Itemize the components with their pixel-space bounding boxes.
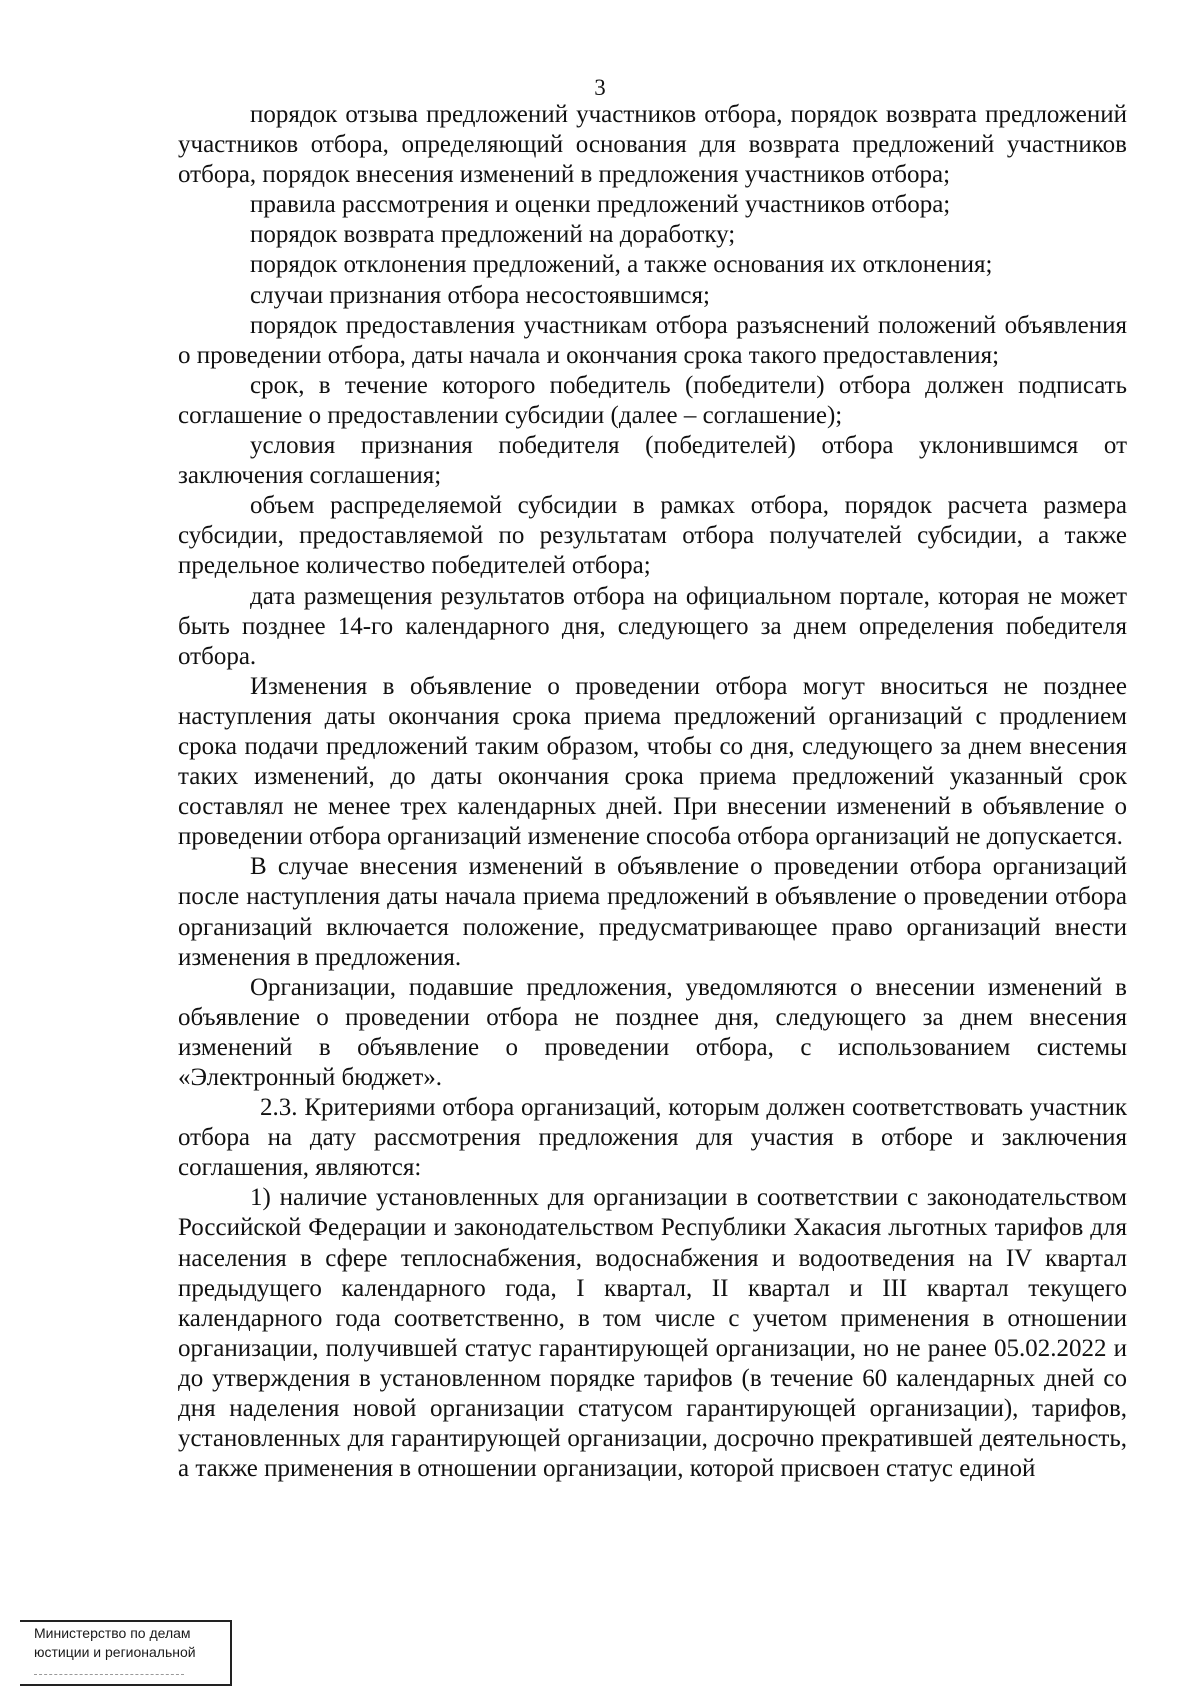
paragraph-evasion-conditions: условия признания победителя (победителей) отбора уклонившимся от заключения соглашения; (178, 432, 1127, 490)
stamp-line-1: Министерство по делам (34, 1625, 191, 1641)
paragraph-return-for-revision: порядок возврата предложений на доработку; (250, 221, 736, 249)
paragraph-review-rules: правила рассмотрения и оценки предложений участников отбора; (250, 191, 951, 219)
paragraph-section-2-3: 2.3. Критериями отбора организаций, которым должен соответствовать участник отбора на дату рассмотрения предложения для участия в отборе и заключения соглашения, являются: (178, 1094, 1127, 1182)
paragraph-rejection-procedure: порядок отклонения предложений, а также основания их отклонения; (250, 251, 993, 279)
page-number: 3 (594, 75, 606, 100)
paragraph-clarifications: порядок предоставления участникам отбора разъяснений положений объявления о проведении отбора, даты начала и окончания срока такого предоставления; (178, 311, 1127, 369)
stamp-faint-line (34, 1664, 184, 1675)
paragraph-subsidy-volume: объем распределяемой субсидии в рамках отбора, порядок расчета размера субсидии, предоставляемой по результатам отбора получателей субсидии, а также предельное количество победителей отбора; (178, 492, 1127, 580)
paragraph-announcement-changes: Изменения в объявление о проведении отбора могут вноситься не позднее наступления даты окончания срока приема предложений организаций с продлением срока подачи предложений таким образом, чтобы со дня, следующего за днем внесения таких изменений, до даты окончания срока приема предложений указанный срок составлял не менее трех календарных дней. При внесении изменений в объявление о проведении отбора организаций изменение способа отбора организаций не допускается. (178, 672, 1127, 851)
paragraph-notification: Организации, подавшие предложения, уведомляются о внесении изменений в объявление о проведении отбора не позднее дня, следующего за днем внесения изменений в объявление о проведении отбора, с использованием системы «Электронный бюджет». (178, 973, 1127, 1091)
paragraph-failed-selection: случаи признания отбора несостоявшимся; (250, 281, 710, 309)
registration-stamp (20, 1620, 232, 1686)
paragraph-criterion-1: 1) наличие установленных для организации в соответствии с законодательством Российской Федерации и законодательством Республики Хакасия льготных тарифов для населения в сфере теплоснабжения, водоснабжения и водоотведения на IV квартал предыдущего календарного года, I квартал, II квартал и III квартал текущего календарного года соответственно, в том числе с учетом применения в отношении организации, получившей статус гарантирующей организации, но не ранее 05.02.2022 и до утверждения в установленном порядке тарифов (в течение 60 календарных дней со дня наделения новой организации статусом гарантирующей организации), тарифов, установленных для гарантирующей организации, досрочно прекратившей деятельность, а также применения в отношении организации, которой присвоен статус единой (178, 1184, 1127, 1483)
paragraph-signing-deadline: срок, в течение которого победитель (победители) отбора должен подписать соглашение о предоставлении субсидии (далее – соглашение); (178, 371, 1127, 429)
paragraph-changes-after-start: В случае внесения изменений в объявление о проведении отбора организаций после наступления даты начала приема предложений в объявление о проведении отбора организаций включается положение, предусматривающее право организаций внести изменения в предложения. (178, 853, 1127, 971)
paragraph-results-publication: дата размещения результатов отбора на официальном портале, которая не может быть позднее 14-го календарного дня, следующего за днем определения победителя отбора. (178, 582, 1127, 670)
paragraph-withdrawal-procedure: порядок отзыва предложений участников отбора, порядок возврата предложений участников отбора, определяющий основания для возврата предложений участников отбора, порядок внесения изменений в предложения участников отбора; (178, 101, 1127, 189)
document-body (178, 100, 1127, 1484)
stamp-line-2: юстиции и региональной (34, 1644, 196, 1660)
